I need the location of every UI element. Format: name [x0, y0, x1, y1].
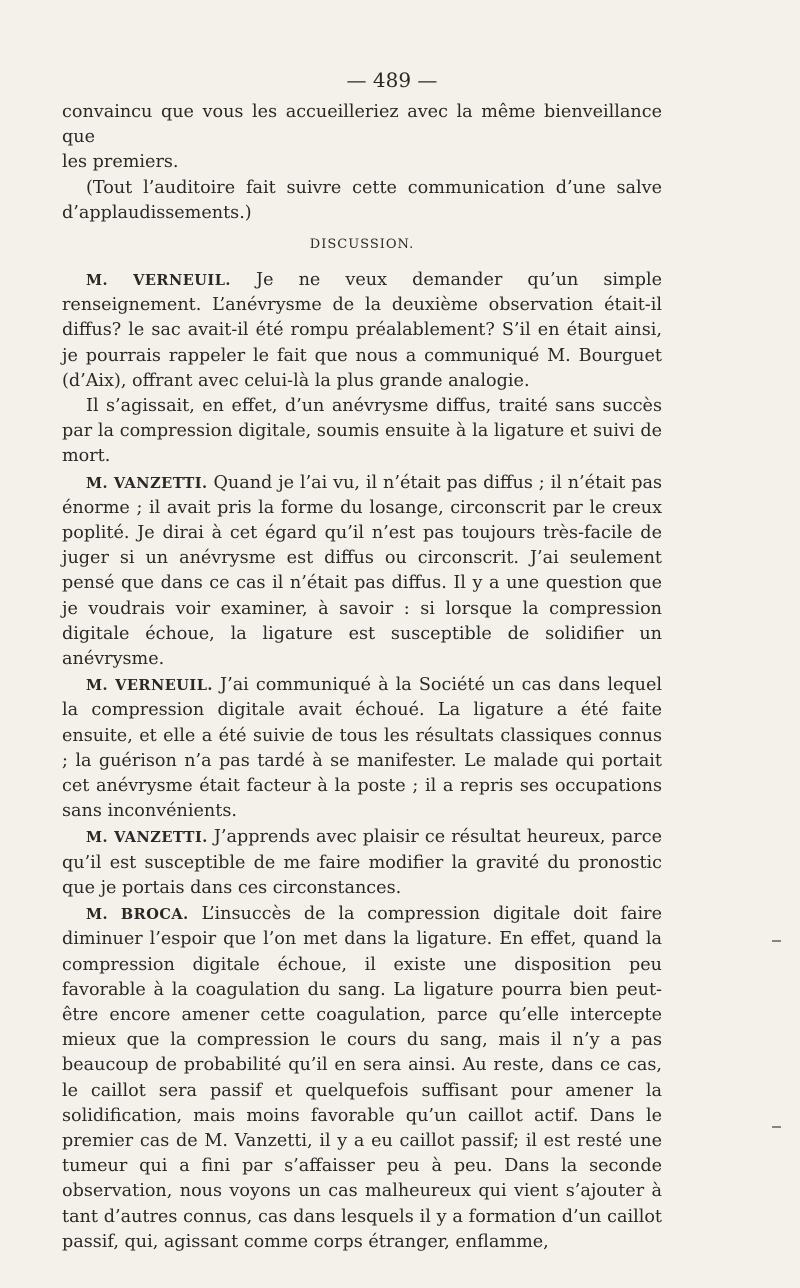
opening-line-2: les premiers. [62, 152, 179, 173]
paragraph-text: Je ne veux demander qu’un simple renseignement. L’anévrysme de la deuxième observation était-il diffus? le sac avait-il été rompu préalablement? S’il en était ainsi, je pourrais rappeler le fait que nous a communiqué M. Bourguet (d’Aix), offrant avec celui-là la plus grande analogie. [62, 270, 662, 391]
speaker-name: M. VERNEUIL. [86, 272, 231, 290]
margin-mark [772, 1126, 781, 1128]
speaker-name: M. VANZETTI. [86, 829, 208, 847]
paragraph-text: Quand je l’ai vu, il n’était pas diffus ; il n’était pas énorme ; il avait pris la forme du losange, circonscrit par le creux poplité. Je dirai à cet égard qu’il n’est pas toujours très-facile de juger si un anévrysme est diffus ou circonscrit. J’ai seulement pensé que dans ce cas il n’était pas diffus. Il y a une question que je voudrais voir examiner, à savoir : si lorsque la compression digitale échoue, la ligature est susceptible de solidifier un anévrysme. [62, 472, 662, 670]
book-page [62, 66, 662, 1255]
speaker-name: M. BROCA. [86, 906, 189, 924]
paragraph-vanzetti-2 [62, 825, 662, 901]
paragraph-broca [62, 902, 662, 1255]
paragraph-verneuil-1 [62, 268, 662, 394]
paragraph-text: Il s’agissait, en effet, d’un anévrysme diffus, traité sans succès par la compression digitale, soumis ensuite à la ligature et suivi de mort. [62, 396, 662, 467]
paragraph-text: L’insuccès de la compression digitale doit faire diminuer l’espoir que l’on met dans la ligature. En effet, quand la compression digitale échoue, il existe une disposition peu favorable à la coagulation du sang. La ligature pourra bien peut-être encore amener cette coagulation, parce qu’elle intercepte mieux que la compression le cours du sang, mais il n’y a pas beaucoup de probabilité qu’il en sera ainsi. Au reste, dans ce cas, le caillot sera passif et quelquefois suffisant pour amener la solidification, mais moins favorable qu’un caillot actif. Dans le premier cas de M. Vanzetti, il y a eu caillot passif; il est resté une tumeur qui a fini par s’affaisser peu à peu. Dans la seconde observation, nous voyons un cas malheureux qui vient s’ajouter à tant d’autres connus, cas dans lesquels il y a formation d’un caillot passif, qui, agissant comme corps étranger, enflamme, [62, 904, 662, 1252]
paragraph-vanzetti-1 [62, 471, 662, 673]
margin-mark [772, 940, 781, 942]
page-number: — 489 — [346, 68, 438, 92]
paragraph-text: J’apprends avec plaisir ce résultat heureux, parce qu’il est susceptible de me faire modifier la gravité du pronostic que je portais dans ces circonstances. [62, 827, 662, 898]
paragraph-verneuil-2 [62, 673, 662, 824]
paragraph-text: J’ai communiqué à la Société un cas dans lequel la compression digitale avait échoué. La ligature a été faite ensuite, et elle a été suivie de tous les résultats classiques connus ; la guérison n’a pas tardé à se manifester. Le malade qui portait cet anévrysme était facteur à la poste ; il a repris ses occupations sans inconvénients. [62, 675, 662, 822]
applause-note: (Tout l’auditoire fait suivre cette communication d’une salve d’applaudissements.) [62, 177, 662, 223]
speaker-name: M. VERNEUIL. [86, 677, 213, 695]
paragraph-verneuil-continued [62, 394, 662, 470]
opening-line [62, 100, 662, 176]
opening-line-1: convaincu que vous les accueilleriez avec la même bienveillance que [62, 102, 662, 148]
speaker-name: M. VANZETTI. [86, 474, 208, 492]
section-heading: DISCUSSION. [309, 237, 415, 253]
